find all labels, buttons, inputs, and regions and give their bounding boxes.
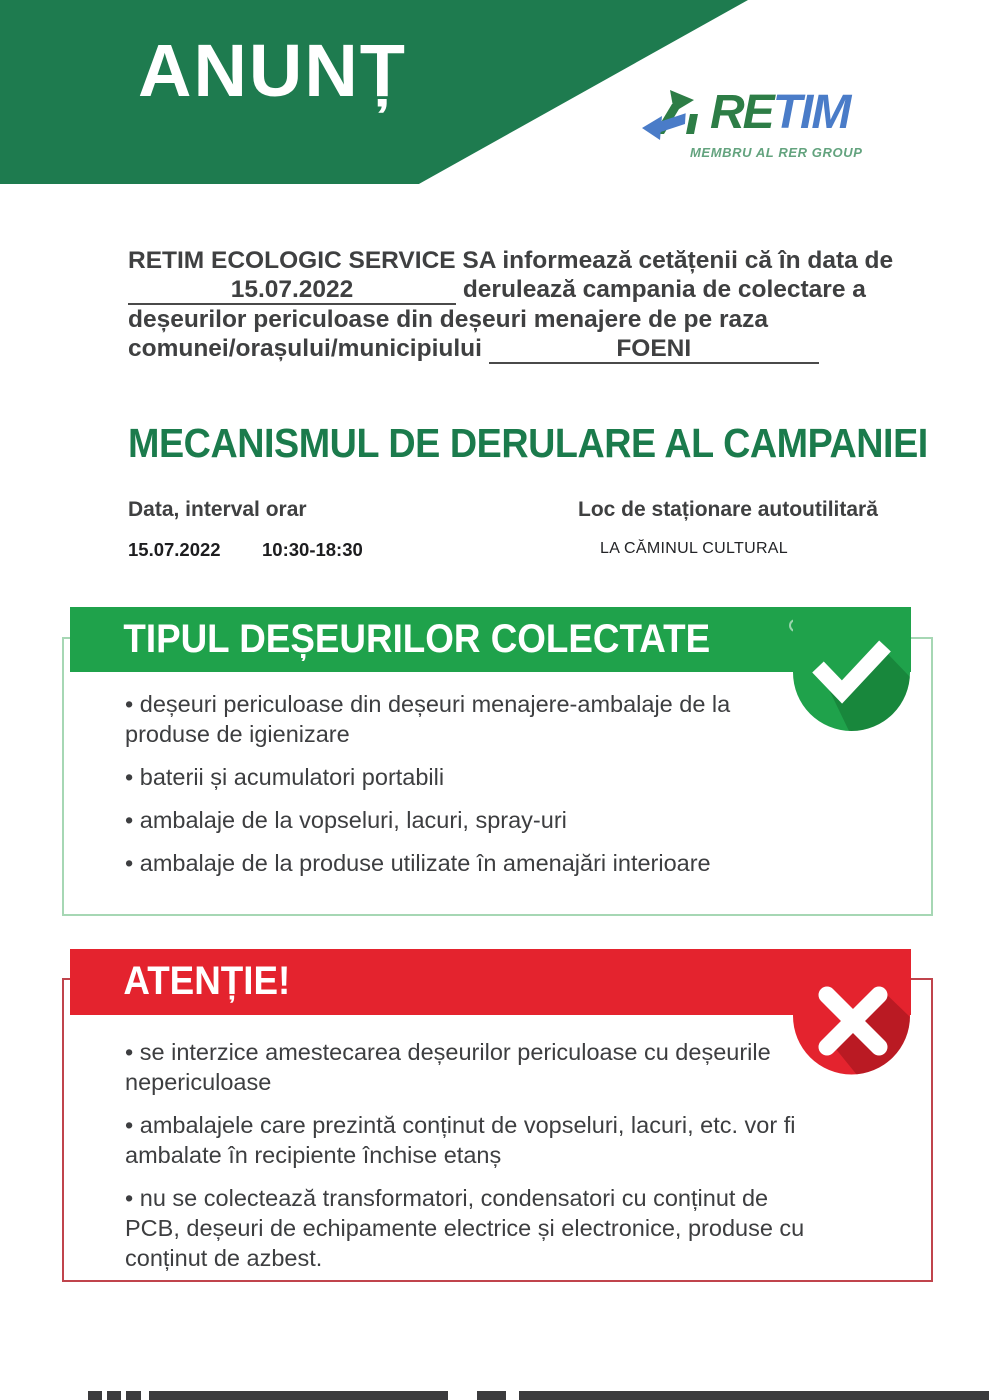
intro-paragraph	[128, 246, 898, 364]
schedule-header-location: Loc de staționare autoutilitară	[578, 498, 878, 521]
schedule-location-value: LA CĂMINUL CULTURAL	[600, 540, 788, 557]
location-blank-field: FOENI	[489, 335, 819, 364]
list-item: • ambalaje de la produse utilizate în amenajări interioare	[125, 848, 816, 878]
attention-section-header-bar	[70, 949, 911, 1015]
logo-wordmark	[710, 88, 849, 138]
list-item: • se interzice amestecarea deșeurilor periculoase cu deșeurile nepericuloase	[125, 1037, 816, 1097]
collected-section-header-bar	[70, 607, 911, 672]
list-item: • deșeuri periculoase din deșeuri menajere-ambalaje de la produse de igienizare	[125, 689, 816, 749]
logo-tim: TIM	[772, 86, 850, 139]
list-item: • baterii și acumulatori portabili	[125, 762, 816, 792]
x-badge	[793, 949, 910, 1075]
schedule-header-date-interval: Data, interval orar	[128, 498, 307, 521]
date-blank-field: 15.07.2022	[128, 276, 456, 305]
poster-title: ANUNȚ	[138, 29, 407, 112]
check-badge	[793, 607, 910, 731]
schedule-interval-value: 10:30-18:30	[262, 539, 363, 560]
section-heading-mechanism: MECANISMUL DE DERULARE AL CAMPANIEI	[128, 420, 928, 466]
list-item: • nu se colectează transformatori, condensatori cu conținut de PCB, deșeuri de echipamente electrice și electronice, produse cu conținut de azbest.	[125, 1183, 816, 1273]
collected-items-list	[70, 672, 911, 891]
intro-text-1: RETIM ECOLOGIC SERVICE SA informează cetățenii că în data de	[128, 247, 894, 274]
logo-tagline: MEMBRU AL RER GROUP	[690, 145, 863, 160]
logo-re: RE	[710, 86, 773, 139]
list-item: • ambalajele care prezintă conținut de vopseluri, lacuri, etc. vor fi ambalate în recipiente închise etanș	[125, 1110, 816, 1170]
attention-items-list	[70, 1015, 911, 1286]
recycle-arrows-icon	[640, 88, 706, 147]
attention-section-title: ATENȚIE!	[123, 959, 291, 1003]
collected-section-title: TIPUL DEȘEURILOR COLECTATE	[123, 617, 711, 661]
intro-text-2: derulează campania de colectare a deșeurilor periculoase din deșeuri menajere de pe raza comunei/orașului/municipiului	[128, 276, 866, 362]
schedule-date-value: 15.07.2022	[128, 539, 221, 560]
list-item: • ambalaje de la vopseluri, lacuri, spray-uri	[125, 805, 816, 835]
retim-logo	[640, 88, 890, 160]
logo-row	[640, 88, 890, 147]
